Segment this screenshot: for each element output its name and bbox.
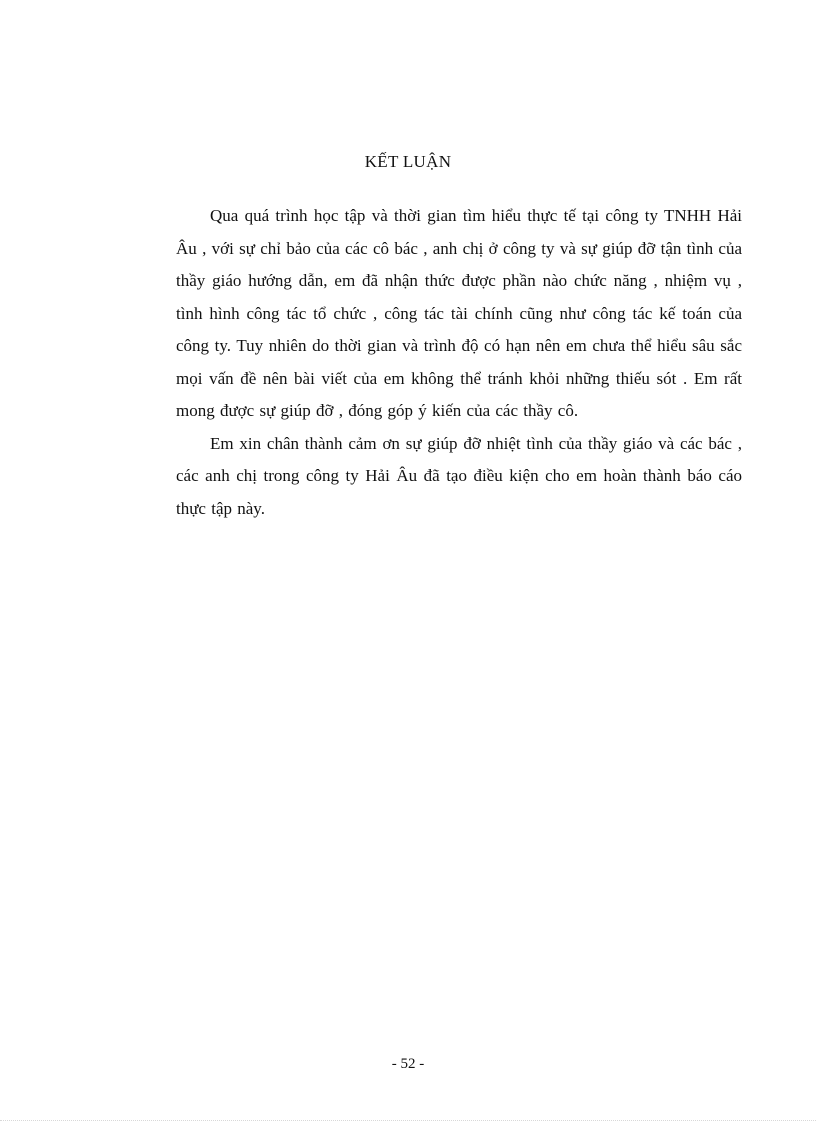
page-title: KẾT LUẬN: [364, 152, 452, 171]
paragraph-2: Em xin chân thành cảm ơn sự giúp đỡ nhiệt tình của thầy giáo và các bác , các anh chị trong công ty Hải Âu đã tạo điều kiện cho em hoàn thành báo cáo thực tập này.: [176, 433, 742, 518]
body-text: [176, 200, 742, 525]
page-number: - 52 -: [391, 1056, 425, 1072]
page-bottom-border: [0, 1120, 816, 1121]
paragraph-1: Qua quá trình học tập và thời gian tìm hiểu thực tế tại công ty TNHH Hải Âu , với sự chỉ bảo của các cô bác , anh chị ở công ty và sự giúp đỡ tận tình của thầy giáo hướng dẫn, em đã nhận thức được phần nào chức năng , nhiệm vụ , tình hình công tác tổ chức , công tác tài chính cũng như công tác kế toán của công ty. Tuy nhiên do thời gian và trình độ có hạn nên em chưa thể hiểu sâu sắc mọi vấn đề nên bài viết của em không thể tránh khỏi những thiếu sót . Em rất mong được sự giúp đỡ , đóng góp ý kiến của các thầy cô.: [176, 206, 742, 420]
